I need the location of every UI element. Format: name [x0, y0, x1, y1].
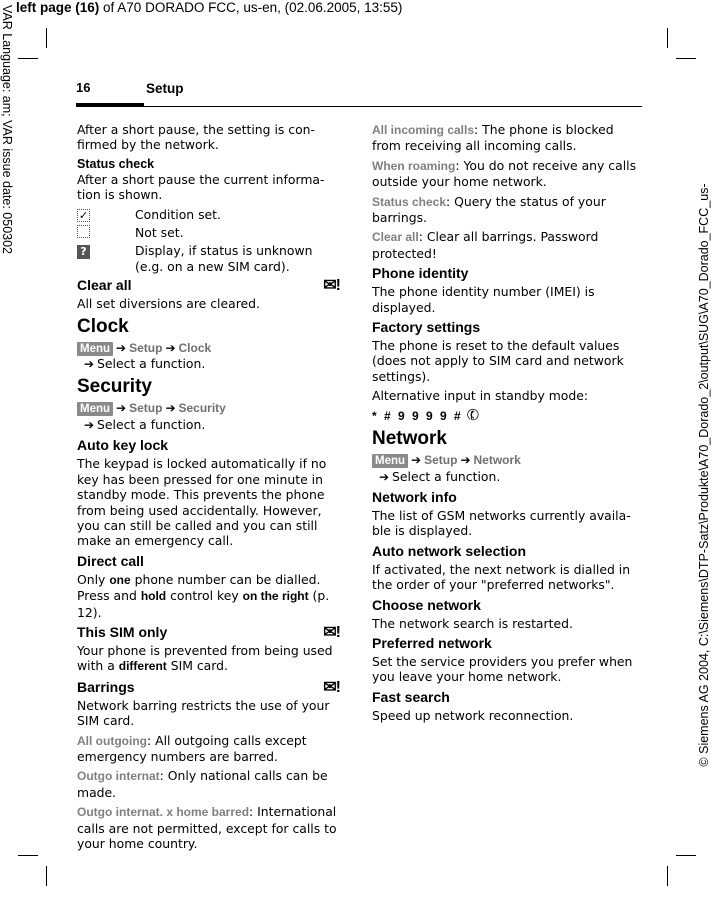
intro-text: After a short pause, the setting is con-firmed by the network. — [77, 122, 315, 153]
security-heading: Security — [77, 376, 152, 398]
print-header: left page (16) of A70 DORADO FCC, us-en, (02.06.2005, 13:55) — [16, 0, 403, 15]
direct-call-text: Only one phone number can be dialled. Press and hold control key on the right (p. 12). — [77, 571, 330, 620]
network-info-heading: Network info — [372, 488, 457, 505]
status-check-heading: Status check — [77, 156, 155, 171]
factory-settings-heading: Factory settings — [372, 319, 481, 336]
check-icon: ✓ — [78, 208, 89, 222]
network-info-text: The list of GSM networks currently availa-ble is displayed. — [372, 507, 631, 539]
menu-key-icon: Menu — [77, 402, 113, 416]
barring-item: Outgo internat: Only national calls can be made. — [77, 768, 328, 800]
crop-mark — [18, 58, 38, 59]
auto-network-heading: Auto network selection — [372, 542, 527, 559]
network-menu-path: Menu ➔ Setup ➔ Network ➔ Select a function. — [372, 452, 637, 485]
clear-all-heading: Clear all ✉! — [77, 277, 340, 295]
barring-item: All incoming calls: The phone is blocked from receiving all incoming calls. — [372, 122, 614, 154]
preferred-network-heading: Preferred network — [372, 634, 492, 651]
factory-settings-text: The phone is reset to the default values (does not apply to SIM card and network settings). — [372, 338, 624, 384]
crop-mark — [667, 866, 668, 886]
fast-search-heading: Fast search — [372, 688, 450, 705]
crop-mark — [46, 28, 47, 48]
auto-key-lock-heading: Auto key lock — [77, 437, 169, 454]
barring-item: Outgo internat. x home barred: International calls are not permitted, except for calls to your home country. — [77, 804, 337, 851]
barrings-heading: Barrings ✉! — [77, 678, 340, 696]
barring-item: When roaming: You do not receive any calls outside your home network. — [372, 157, 637, 190]
barring-item: All outgoing: All outgoing calls except emergency numbers are barred. — [77, 732, 307, 764]
clock-heading: Clock — [77, 315, 129, 337]
handset-icon: ✆ — [463, 404, 482, 426]
crop-mark — [676, 855, 696, 856]
right-column — [372, 122, 637, 727]
empty-box-icon — [77, 225, 90, 238]
clear-all-text: All set diversions are cleared. — [77, 296, 260, 312]
header-rule — [76, 106, 642, 107]
auto-network-text: If activated, the next network is dialled in the order of your "preferred networks". — [372, 561, 631, 593]
sim-only-text: Your phone is prevented from being used with a different SIM card. — [77, 642, 333, 674]
network-heading: Network — [372, 428, 447, 450]
auto-key-lock-text: The keypad is locked automatically if no key has been pressed for one minute in standby mode. This prevents the phone from being used accidentally. However, you can still be called and you can still make an emergency call. — [77, 456, 327, 549]
page-title: Setup — [146, 81, 184, 96]
question-icon: ? — [77, 245, 90, 259]
left-margin-text: VAR Language: am; VAR issue date: 050302 — [0, 5, 14, 255]
page-number: 16 — [76, 80, 91, 95]
crop-mark — [46, 866, 47, 886]
security-menu-path: Menu ➔ Setup ➔ Security ➔ Select a function. — [77, 400, 342, 433]
fast-search-text: Speed up network reconnection. — [372, 707, 574, 723]
phone-identity-heading: Phone identity — [372, 265, 469, 282]
crop-mark — [667, 28, 668, 48]
right-margin-text: © Siemens AG 2004, C:\Siemens\DTP-Satz\Produkte\A70_Dorado_2\output\SUG\A70_Dorado_FCC_us- — [697, 183, 711, 767]
preferred-network-text: Set the service providers you prefer when you leave your home network. — [372, 653, 633, 685]
crop-mark — [18, 855, 38, 856]
status-row: ✓ Condition set. — [78, 206, 221, 222]
network-dependent-icon: ✉! — [323, 678, 340, 696]
barring-item: Clear all: Clear all barrings. Password protected! — [372, 229, 599, 261]
phone-identity-text: The phone identity number (IMEI) is displayed. — [372, 284, 595, 315]
network-dependent-icon: ✉! — [323, 623, 340, 641]
alternative-input-text: Alternative input in standby mode: — [372, 388, 589, 404]
choose-network-heading: Choose network — [372, 596, 481, 613]
status-row: ? Display, if status is unknown (e.g. on a new SIM card). — [77, 243, 342, 274]
direct-call-heading: Direct call — [77, 552, 144, 569]
status-check-text: After a short pause the current informa-tion is shown. — [77, 171, 325, 203]
barring-item: Status check: Query the status of your barrings. — [372, 193, 606, 226]
factory-code: * # 9 9 9 9 # ✆ — [372, 404, 482, 426]
network-dependent-icon: ✉! — [323, 277, 340, 295]
sim-only-heading: This SIM only ✉! — [77, 623, 340, 641]
menu-key-icon: Menu — [77, 342, 113, 356]
status-row: Not set. — [77, 225, 342, 240]
menu-key-icon: Menu — [372, 454, 408, 468]
clock-menu-path: Menu ➔ Setup ➔ Clock ➔ Select a function. — [77, 340, 342, 373]
left-column — [77, 122, 342, 855]
crop-mark — [676, 58, 696, 59]
choose-network-text: The network search is restarted. — [372, 615, 573, 631]
barrings-text: Network barring restricts the use of your SIM card. — [77, 697, 330, 729]
